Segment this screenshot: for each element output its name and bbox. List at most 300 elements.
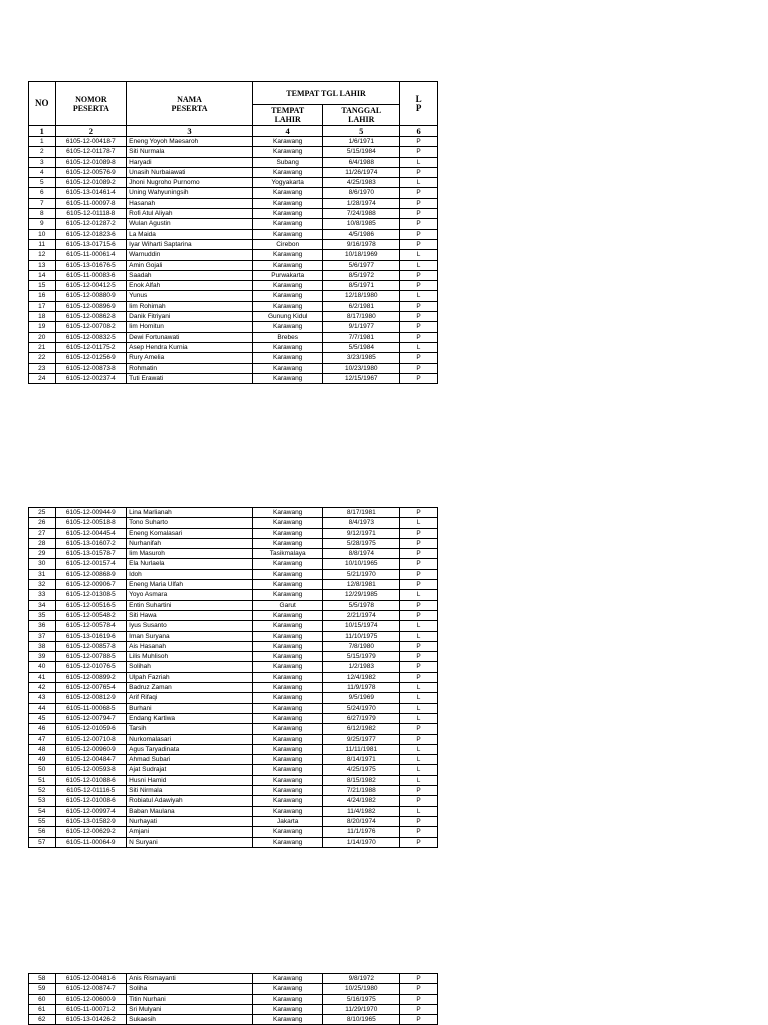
table-row (29, 301, 438, 311)
birth-date-cell: 4/24/1982 (323, 796, 400, 806)
participant-number-cell: 6105-12-00629-2 (55, 827, 127, 837)
table-row (29, 837, 438, 847)
birth-place-cell: Karawang (252, 641, 323, 651)
gender-cell: P (400, 147, 438, 157)
gender-cell: P (400, 1015, 438, 1025)
participant-number-cell: 6105-11-00064-9 (55, 837, 127, 847)
birth-place-cell: Karawang (252, 538, 323, 548)
header-tanggal-lahir: TANGGAL LAHIR (323, 105, 400, 126)
gender-cell: P (400, 734, 438, 744)
row-number-cell: 43 (29, 693, 56, 703)
table-row (29, 713, 438, 723)
gender-cell: L (400, 755, 438, 765)
birth-date-cell: 8/14/1971 (323, 755, 400, 765)
table-row (29, 538, 438, 548)
table-row (29, 1015, 438, 1025)
column-number: 3 (127, 126, 253, 137)
row-number-cell: 60 (29, 994, 56, 1004)
gender-cell: L (400, 765, 438, 775)
participant-number-cell: 6105-12-00418-7 (55, 137, 127, 147)
row-number-cell: 8 (29, 209, 56, 219)
row-number-cell: 41 (29, 672, 56, 682)
birth-place-cell: Karawang (252, 713, 323, 723)
gender-cell: L (400, 621, 438, 631)
participant-number-cell: 6105-12-00832-5 (55, 332, 127, 342)
table-row (29, 796, 438, 806)
table-row (29, 178, 438, 188)
birth-date-cell: 9/1/1977 (323, 322, 400, 332)
gender-cell: L (400, 683, 438, 693)
participant-name-cell: Husni Hamid (127, 775, 253, 785)
participant-number-cell: 6105-12-00484-7 (55, 755, 127, 765)
column-number: 4 (252, 126, 323, 137)
birth-date-cell: 10/18/1969 (323, 250, 400, 260)
participant-name-cell: La Maida (127, 229, 253, 239)
row-number-cell: 26 (29, 518, 56, 528)
participant-number-cell: 6105-12-00862-8 (55, 312, 127, 322)
row-number-cell: 7 (29, 198, 56, 208)
participant-name-cell: Ajat Sudrajat (127, 765, 253, 775)
birth-place-cell: Karawang (252, 652, 323, 662)
gender-cell: P (400, 301, 438, 311)
table-row (29, 703, 438, 713)
birth-date-cell: 7/8/1980 (323, 641, 400, 651)
row-number-cell: 28 (29, 538, 56, 548)
row-number-cell: 6 (29, 188, 56, 198)
participant-number-cell: 6105-12-00896-9 (55, 301, 127, 311)
birth-date-cell: 8/5/1971 (323, 281, 400, 291)
participant-number-cell: 6105-12-01178-7 (55, 147, 127, 157)
participant-number-cell: 6105-13-01461-4 (55, 188, 127, 198)
row-number-cell: 61 (29, 1004, 56, 1014)
birth-place-cell: Karawang (252, 994, 323, 1004)
participant-number-cell: 6105-12-01089-2 (55, 178, 127, 188)
participant-number-cell: 6105-12-00868-9 (55, 569, 127, 579)
birth-date-cell: 7/7/1981 (323, 332, 400, 342)
birth-place-cell: Tasikmalaya (252, 549, 323, 559)
table-row (29, 260, 438, 270)
table-row (29, 322, 438, 332)
participant-number-cell: 6105-13-01426-2 (55, 1015, 127, 1025)
birth-date-cell: 5/21/1970 (323, 569, 400, 579)
gender-cell: P (400, 312, 438, 322)
table-row (29, 137, 438, 147)
table-row (29, 147, 438, 157)
birth-date-cell: 4/25/1975 (323, 765, 400, 775)
participant-name-cell: Haryadi (127, 157, 253, 167)
participant-number-cell: 6105-11-00071-2 (55, 1004, 127, 1014)
birth-date-cell: 4/5/1986 (323, 229, 400, 239)
participant-name-cell: Lina Marlianah (127, 508, 253, 518)
participant-number-cell: 6105-13-01676-5 (55, 260, 127, 270)
gender-cell: P (400, 569, 438, 579)
birth-place-cell: Karawang (252, 755, 323, 765)
participant-name-cell: Amin Gojali (127, 260, 253, 270)
birth-place-cell: Karawang (252, 198, 323, 208)
gender-cell: P (400, 188, 438, 198)
row-number-cell: 27 (29, 528, 56, 538)
gender-cell: P (400, 528, 438, 538)
table-row (29, 816, 438, 826)
row-number-cell: 49 (29, 755, 56, 765)
participant-number-cell: 6105-12-00237-4 (55, 373, 127, 383)
participant-name-cell: Dewi Fortunawati (127, 332, 253, 342)
row-number-cell: 35 (29, 610, 56, 620)
participant-name-cell: Siti Nurmala (127, 147, 253, 157)
gender-cell: P (400, 600, 438, 610)
participant-number-cell: 6105-12-01823-6 (55, 229, 127, 239)
row-number-cell: 14 (29, 270, 56, 280)
birth-place-cell: Karawang (252, 827, 323, 837)
participant-number-cell: 6105-11-00083-6 (55, 270, 127, 280)
row-number-cell: 17 (29, 301, 56, 311)
participant-name-cell: Solihah (127, 662, 253, 672)
gender-cell: L (400, 291, 438, 301)
participant-name-cell: Iim Masuroh (127, 549, 253, 559)
participant-number-cell: 6105-13-01578-7 (55, 549, 127, 559)
gender-cell: P (400, 559, 438, 569)
table-row (29, 683, 438, 693)
participant-name-cell: Burhani (127, 703, 253, 713)
row-number-cell: 42 (29, 683, 56, 693)
participant-name-cell: Eneng Komalasari (127, 528, 253, 538)
participant-name-cell: Ahmad Subari (127, 755, 253, 765)
gender-cell: P (400, 786, 438, 796)
row-number-cell: 31 (29, 569, 56, 579)
birth-date-cell: 12/18/1980 (323, 291, 400, 301)
participant-number-cell: 6105-12-00857-8 (55, 641, 127, 651)
row-number-cell: 9 (29, 219, 56, 229)
row-number-cell: 39 (29, 652, 56, 662)
birth-place-cell: Karawang (252, 796, 323, 806)
participant-name-cell: Ais Hasanah (127, 641, 253, 651)
participant-name-cell: Lilis Muhlisoh (127, 652, 253, 662)
gender-cell: P (400, 984, 438, 994)
table-row (29, 270, 438, 280)
participant-name-cell: Iim Homitun (127, 322, 253, 332)
row-number-cell: 54 (29, 806, 56, 816)
row-number-cell: 22 (29, 353, 56, 363)
participant-name-cell: Nurhanifah (127, 538, 253, 548)
birth-date-cell: 8/6/1970 (323, 188, 400, 198)
gender-cell: L (400, 342, 438, 352)
birth-place-cell: Garut (252, 600, 323, 610)
birth-place-cell: Karawang (252, 250, 323, 260)
row-number-cell: 32 (29, 580, 56, 590)
participant-number-cell: 6105-12-00445-4 (55, 528, 127, 538)
birth-date-cell: 8/15/1982 (323, 775, 400, 785)
birth-place-cell: Karawang (252, 734, 323, 744)
participant-name-cell: Eneng Yoyoh Maesaroh (127, 137, 253, 147)
table-row (29, 724, 438, 734)
row-number-cell: 18 (29, 312, 56, 322)
birth-place-cell: Karawang (252, 167, 323, 177)
participant-number-cell: 6105-12-00880-9 (55, 291, 127, 301)
gender-cell: P (400, 281, 438, 291)
gender-cell: P (400, 1004, 438, 1014)
table-row (29, 569, 438, 579)
participant-number-cell: 6105-12-00412-5 (55, 281, 127, 291)
table-row (29, 167, 438, 177)
row-number-cell: 45 (29, 713, 56, 723)
participant-number-cell: 6105-12-01256-9 (55, 353, 127, 363)
birth-place-cell: Purwakarta (252, 270, 323, 280)
column-number: 1 (29, 126, 56, 137)
birth-date-cell: 8/17/1980 (323, 312, 400, 322)
birth-place-cell: Karawang (252, 342, 323, 352)
header-no: NO (29, 82, 56, 126)
birth-place-cell: Karawang (252, 353, 323, 363)
table-row (29, 631, 438, 641)
table-row (29, 827, 438, 837)
birth-date-cell: 12/15/1967 (323, 373, 400, 383)
participant-name-cell: Tuti Erawati (127, 373, 253, 383)
table-row (29, 662, 438, 672)
birth-date-cell: 8/17/1981 (323, 508, 400, 518)
gender-cell: L (400, 178, 438, 188)
table-row (29, 1004, 438, 1014)
column-number: 2 (55, 126, 127, 137)
gender-cell: L (400, 590, 438, 600)
participant-number-cell: 6105-12-00481-6 (55, 974, 127, 984)
participant-number-cell: 6105-12-01089-8 (55, 157, 127, 167)
birth-date-cell: 7/24/1988 (323, 209, 400, 219)
participant-number-cell: 6105-11-00097-8 (55, 198, 127, 208)
participant-number-cell: 6105-12-00710-8 (55, 734, 127, 744)
participant-number-cell: 6105-12-00576-9 (55, 167, 127, 177)
birth-place-cell: Karawang (252, 301, 323, 311)
table-row (29, 590, 438, 600)
participant-number-cell: 6105-12-00593-8 (55, 765, 127, 775)
table-row (29, 291, 438, 301)
participant-name-cell: Unasih Nurbaiawati (127, 167, 253, 177)
row-number-cell: 12 (29, 250, 56, 260)
table-row (29, 786, 438, 796)
gender-cell: L (400, 713, 438, 723)
participant-name-cell: Iyar Wiharti Saptarina (127, 239, 253, 249)
row-number-cell: 58 (29, 974, 56, 984)
row-number-cell: 2 (29, 147, 56, 157)
birth-date-cell: 7/21/1988 (323, 786, 400, 796)
participant-number-cell: 6105-12-00765-4 (55, 683, 127, 693)
row-number-cell: 29 (29, 549, 56, 559)
gender-cell: L (400, 775, 438, 785)
gender-cell: P (400, 508, 438, 518)
participant-name-cell: Robiatul Adawiyah (127, 796, 253, 806)
row-number-cell: 46 (29, 724, 56, 734)
participant-number-cell: 6105-12-00708-2 (55, 322, 127, 332)
participant-name-cell: Ulpah Fazriah (127, 672, 253, 682)
birth-date-cell: 11/1/1976 (323, 827, 400, 837)
participant-name-cell: Amjani (127, 827, 253, 837)
gender-cell: P (400, 994, 438, 1004)
row-number-cell: 53 (29, 796, 56, 806)
participant-number-cell: 6105-13-01619-6 (55, 631, 127, 641)
participant-number-cell: 6105-12-00794-7 (55, 713, 127, 723)
birth-date-cell: 10/23/1980 (323, 363, 400, 373)
participant-number-cell: 6105-12-00548-2 (55, 610, 127, 620)
birth-date-cell: 8/10/1965 (323, 1015, 400, 1025)
birth-place-cell: Karawang (252, 1004, 323, 1014)
birth-date-cell: 11/9/1978 (323, 683, 400, 693)
row-number-cell: 1 (29, 137, 56, 147)
gender-cell: P (400, 229, 438, 239)
participant-name-cell: Rury Amelia (127, 353, 253, 363)
gender-cell: P (400, 363, 438, 373)
row-number-cell: 59 (29, 984, 56, 994)
header-tempat-lahir: TEMPAT LAHIR (252, 105, 323, 126)
row-number-cell: 57 (29, 837, 56, 847)
table-row (29, 580, 438, 590)
participant-name-cell: Jhoni Nugroho Purnomo (127, 178, 253, 188)
table-row (29, 219, 438, 229)
birth-place-cell: Karawang (252, 518, 323, 528)
row-number-cell: 33 (29, 590, 56, 600)
birth-date-cell: 2/21/1974 (323, 610, 400, 620)
header-lp: L P (400, 82, 438, 126)
birth-date-cell: 11/29/1970 (323, 1004, 400, 1014)
table-row (29, 974, 438, 984)
participant-name-cell: Entin Suhartini (127, 600, 253, 610)
table-row (29, 734, 438, 744)
table-row (29, 250, 438, 260)
participant-number-cell: 6105-12-00960-9 (55, 744, 127, 754)
participant-name-cell: Wulan Agustin (127, 219, 253, 229)
participant-name-cell: Baban Maulana (127, 806, 253, 816)
birth-date-cell: 12/4/1982 (323, 672, 400, 682)
gender-cell: P (400, 538, 438, 548)
participant-name-cell: Eneng Maria Ulfah (127, 580, 253, 590)
birth-date-cell: 6/12/1982 (323, 724, 400, 734)
participant-name-cell: Danik Fitriyani (127, 312, 253, 322)
participant-number-cell: 6105-11-00068-5 (55, 703, 127, 713)
birth-date-cell: 10/10/1965 (323, 559, 400, 569)
birth-date-cell: 1/6/1971 (323, 137, 400, 147)
gender-cell: P (400, 137, 438, 147)
table-row (29, 559, 438, 569)
birth-date-cell: 12/29/1985 (323, 590, 400, 600)
table-body (29, 137, 438, 384)
participant-number-cell: 6105-12-01118-8 (55, 209, 127, 219)
column-number: 6 (400, 126, 438, 137)
row-number-cell: 16 (29, 291, 56, 301)
birth-place-cell: Karawang (252, 291, 323, 301)
row-number-cell: 20 (29, 332, 56, 342)
gender-cell: P (400, 167, 438, 177)
row-number-cell: 19 (29, 322, 56, 332)
row-number-cell: 25 (29, 508, 56, 518)
gender-cell: P (400, 219, 438, 229)
gender-cell: P (400, 373, 438, 383)
participant-name-cell: Nurkomalasari (127, 734, 253, 744)
participant-number-cell: 6105-12-01088-6 (55, 775, 127, 785)
birth-date-cell: 1/28/1974 (323, 198, 400, 208)
birth-place-cell: Karawang (252, 765, 323, 775)
participant-number-cell: 6105-12-01076-5 (55, 662, 127, 672)
participant-name-cell: Soliha (127, 984, 253, 994)
table-row (29, 157, 438, 167)
participant-name-cell: Sukaesih (127, 1015, 253, 1025)
participant-number-cell: 6105-12-01116-5 (55, 786, 127, 796)
birth-place-cell: Karawang (252, 693, 323, 703)
table-row (29, 188, 438, 198)
birth-date-cell: 5/24/1970 (323, 703, 400, 713)
birth-place-cell: Karawang (252, 508, 323, 518)
gender-cell: P (400, 332, 438, 342)
row-number-cell: 21 (29, 342, 56, 352)
row-number-cell: 5 (29, 178, 56, 188)
birth-date-cell: 8/4/1973 (323, 518, 400, 528)
table-row (29, 693, 438, 703)
table-row (29, 518, 438, 528)
birth-place-cell: Yogyakarta (252, 178, 323, 188)
birth-date-cell: 6/27/1979 (323, 713, 400, 723)
table-row (29, 765, 438, 775)
birth-date-cell: 6/4/1988 (323, 157, 400, 167)
participant-name-cell: Sri Mulyani (127, 1004, 253, 1014)
row-number-cell: 4 (29, 167, 56, 177)
birth-date-cell: 6/2/1981 (323, 301, 400, 311)
birth-place-cell: Karawang (252, 147, 323, 157)
birth-place-cell: Karawang (252, 724, 323, 734)
table-row (29, 373, 438, 383)
row-number-cell: 55 (29, 816, 56, 826)
participant-name-cell: Badruz Zaman (127, 683, 253, 693)
participant-number-cell: 6105-12-00518-8 (55, 518, 127, 528)
participant-number-cell: 6105-12-01287-2 (55, 219, 127, 229)
birth-place-cell: Karawang (252, 786, 323, 796)
birth-place-cell: Karawang (252, 703, 323, 713)
birth-date-cell: 11/4/1982 (323, 806, 400, 816)
birth-date-cell: 8/8/1974 (323, 549, 400, 559)
birth-date-cell: 9/5/1969 (323, 693, 400, 703)
gender-cell: L (400, 518, 438, 528)
birth-date-cell: 8/5/1972 (323, 270, 400, 280)
birth-date-cell: 12/8/1981 (323, 580, 400, 590)
table-row (29, 353, 438, 363)
participant-name-cell: Iim Rohimah (127, 301, 253, 311)
row-number-cell: 15 (29, 281, 56, 291)
table-body (29, 974, 438, 1025)
birth-place-cell: Karawang (252, 209, 323, 219)
table-row (29, 775, 438, 785)
table-row (29, 363, 438, 373)
birth-place-cell: Karawang (252, 837, 323, 847)
birth-place-cell: Brebes (252, 332, 323, 342)
birth-date-cell: 1/14/1970 (323, 837, 400, 847)
table-row (29, 312, 438, 322)
birth-date-cell: 10/15/1974 (323, 621, 400, 631)
birth-place-cell: Karawang (252, 806, 323, 816)
participant-name-cell: Uning Wahyuningsih (127, 188, 253, 198)
birth-place-cell: Karawang (252, 559, 323, 569)
birth-date-cell: 11/10/1975 (323, 631, 400, 641)
birth-place-cell: Karawang (252, 775, 323, 785)
participant-name-cell: Rohmatin (127, 363, 253, 373)
birth-date-cell: 5/15/1979 (323, 652, 400, 662)
table-row (29, 342, 438, 352)
participant-name-cell: Yoyo Asmara (127, 590, 253, 600)
row-number-cell: 44 (29, 703, 56, 713)
participant-number-cell: 6105-12-00812-9 (55, 693, 127, 703)
birth-date-cell: 9/16/1978 (323, 239, 400, 249)
participant-name-cell: Enok Alfah (127, 281, 253, 291)
table-row (29, 994, 438, 1004)
participant-name-cell: Yunus (127, 291, 253, 301)
gender-cell: P (400, 652, 438, 662)
participant-name-cell: Asep Hendra Kurnia (127, 342, 253, 352)
gender-cell: P (400, 353, 438, 363)
